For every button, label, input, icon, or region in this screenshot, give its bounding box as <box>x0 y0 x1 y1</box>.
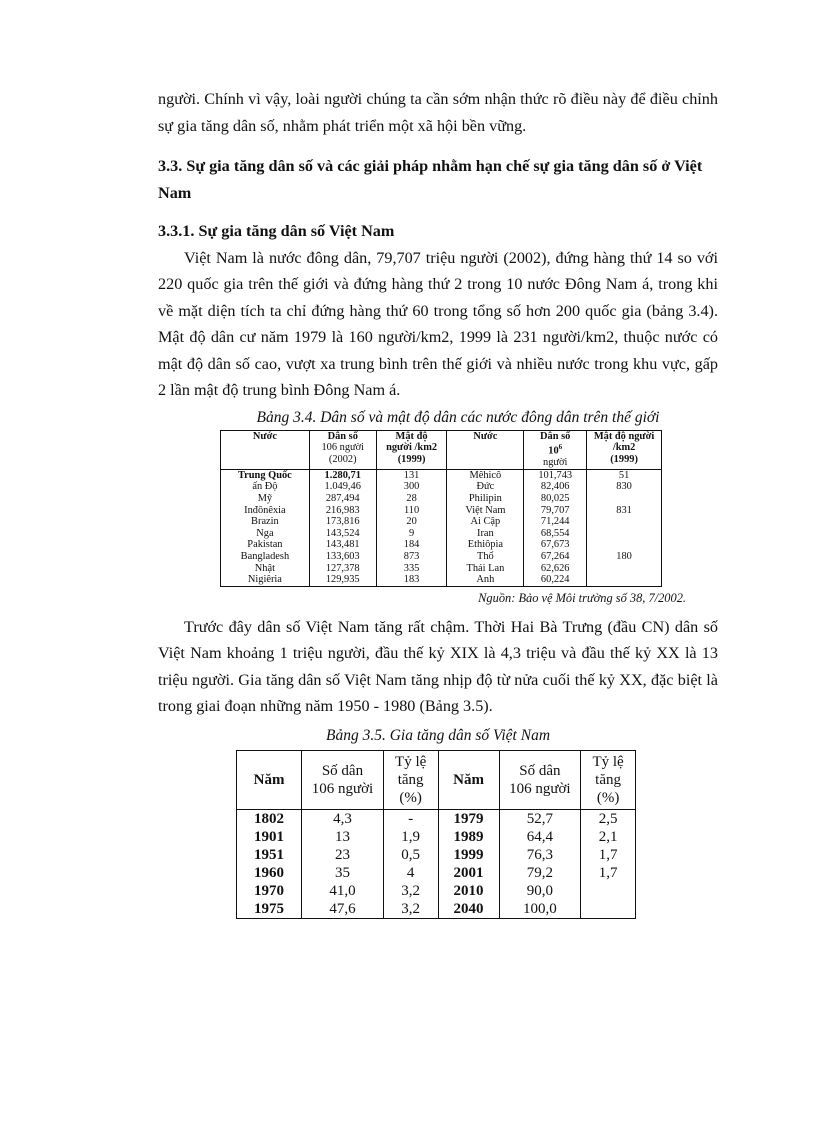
table-cell: 52,7 <box>499 809 581 828</box>
table-cell: 873 <box>376 551 447 563</box>
table1-row <box>221 469 662 481</box>
table-cell: Đức <box>447 481 524 493</box>
table-cell: Nhật <box>221 563 310 575</box>
table-cell: 80,025 <box>524 493 587 505</box>
table2-header-year-a: Năm <box>237 750 302 809</box>
table1-header-pop-a-line2: 106 người <box>321 442 365 454</box>
paragraph-population-history: Trước đây dân số Việt Nam tăng rất chậm. Thời Hai Bà Trưng (đầu CN) dân số Việt Nam khoảng 1 triệu người, đầu thế kỷ XIX là 4,3 triệu và đầu thế kỷ XX là 13 triệu người. Gia tăng dân số Việt Nam tăng nhịp độ từ nửa cuối thế kỷ XX, đặc biệt là trong giai đoạn những năm 1950 - 1980 (Bảng 3.5). <box>158 617 718 716</box>
table-cell: 143,524 <box>309 528 376 540</box>
table1-header-pop-b-base: 10 <box>548 445 559 457</box>
table-cell: 90,0 <box>499 882 581 900</box>
intro-paragraph: người. Chính vì vậy, loài người chúng ta cần sớm nhận thức rõ điều này để điều chỉnh sự gia tăng dân số, nhằm phát triển một xã hội bền vững. <box>158 90 718 135</box>
document-page <box>158 86 718 919</box>
table1-header-pop-b-line2 <box>526 442 584 457</box>
table-cell: Nigiêria <box>221 574 310 586</box>
table-cell: 13 <box>302 828 384 846</box>
table-cell: 68,554 <box>524 528 587 540</box>
table-cell: - <box>383 809 438 828</box>
table-cell: Inđônêxia <box>221 505 310 517</box>
table-cell <box>587 563 662 575</box>
table-cell: 1.280,71 <box>309 469 376 481</box>
table-cell: 143,481 <box>309 539 376 551</box>
table1-source: Nguồn: Bảo vệ Môi trường số 38, 7/2002. <box>478 590 686 605</box>
table-cell: Mêhicô <box>447 469 524 481</box>
table2-header-pop-a-line2: 106 người <box>311 780 374 797</box>
table-cell <box>587 516 662 528</box>
table-cell: 100,0 <box>499 900 581 919</box>
table-cell: 1960 <box>237 864 302 882</box>
table1-row <box>221 528 662 540</box>
table-cell: 287,494 <box>309 493 376 505</box>
table1-header-country-b <box>447 430 524 469</box>
table-cell: 129,935 <box>309 574 376 586</box>
table-cell: Iran <box>447 528 524 540</box>
table-cell: 67,264 <box>524 551 587 563</box>
table2-header-year-b: Năm <box>438 750 499 809</box>
table2-header-rate-a-line3: (%) <box>399 789 422 806</box>
table-cell: 1970 <box>237 882 302 900</box>
table2-header-rate-b <box>581 750 636 809</box>
table-cell: 335 <box>376 563 447 575</box>
table1-header-pop-b-line1: Dân số <box>540 430 571 442</box>
table1-header-pop-b-line3: người <box>543 457 568 469</box>
table-cell: 1975 <box>237 900 302 919</box>
table-cell: 41,0 <box>302 882 384 900</box>
table-cell: 79,707 <box>524 505 587 517</box>
table-cell: 1979 <box>438 809 499 828</box>
table-cell: 76,3 <box>499 846 581 864</box>
subsection-heading: 3.3.1. Sự gia tăng dân số Việt Nam <box>158 222 395 240</box>
table2-header-rate-a-line2: tăng <box>397 771 424 788</box>
table-cell: 131 <box>376 469 447 481</box>
table-cell: 830 <box>587 481 662 493</box>
table-cell <box>581 882 636 900</box>
table2-header-rate-a <box>383 750 438 809</box>
table1-header-density-b <box>587 430 662 469</box>
table-cell: 1951 <box>237 846 302 864</box>
table-cell: 184 <box>376 539 447 551</box>
table-cell: 1.049,46 <box>309 481 376 493</box>
table-cell: 1,7 <box>581 846 636 864</box>
table-cell: Brazin <box>221 516 310 528</box>
table-cell <box>587 539 662 551</box>
table1-row <box>221 551 662 563</box>
table-cell: 1989 <box>438 828 499 846</box>
table2-header-rate-b-line1: Tỷ lệ <box>592 753 624 770</box>
table1-header-den-a-line1: Mật độ <box>395 430 428 442</box>
table-cell: 60,224 <box>524 574 587 586</box>
table-cell: Mỹ <box>221 493 310 505</box>
table1-row <box>221 563 662 575</box>
table2-header-pop-a-line1: Số dân <box>321 762 364 779</box>
table-cell <box>587 493 662 505</box>
table-cell: Anh <box>447 574 524 586</box>
table-cell: 2001 <box>438 864 499 882</box>
table2-row <box>237 846 636 864</box>
table1-header-row <box>221 430 662 469</box>
table2-row <box>237 864 636 882</box>
table-cell: Nga <box>221 528 310 540</box>
table1-caption: Bảng 3.4. Dân số và mật độ dân các nước đông dân trên thế giới <box>256 408 660 426</box>
table-cell: 183 <box>376 574 447 586</box>
table-cell: ấn Độ <box>221 481 310 493</box>
table1-row <box>221 505 662 517</box>
table-cell: 216,983 <box>309 505 376 517</box>
table-cell <box>587 574 662 586</box>
table1-header-pop-b-exponent: 6 <box>558 443 563 452</box>
table-cell: 4,3 <box>302 809 384 828</box>
table2-caption: Bảng 3.5. Gia tăng dân số Việt Nam <box>325 726 551 744</box>
table2-row <box>237 809 636 828</box>
table-cell: 3,2 <box>383 882 438 900</box>
table-cell: 127,378 <box>309 563 376 575</box>
table-population-growth <box>236 750 636 919</box>
table-cell: Ethiôpia <box>447 539 524 551</box>
table-cell: 1901 <box>237 828 302 846</box>
table2-header-rate-a-line1: Tỷ lệ <box>395 753 427 770</box>
table-cell: 62,626 <box>524 563 587 575</box>
table-cell: 2040 <box>438 900 499 919</box>
table-cell: Pakistan <box>221 539 310 551</box>
table-cell: 133,603 <box>309 551 376 563</box>
table-cell: 2010 <box>438 882 499 900</box>
table-cell: 1,9 <box>383 828 438 846</box>
table-cell: 79,2 <box>499 864 581 882</box>
table-cell: Thái Lan <box>447 563 524 575</box>
table-cell: 51 <box>587 469 662 481</box>
table-cell: Thổ <box>447 551 524 563</box>
table-cell: 1802 <box>237 809 302 828</box>
table-population-density <box>220 430 662 587</box>
table-cell: 47,6 <box>302 900 384 919</box>
table-cell: 23 <box>302 846 384 864</box>
table-cell: 110 <box>376 505 447 517</box>
table-cell: 1,7 <box>581 864 636 882</box>
table1-row <box>221 481 662 493</box>
table1-header-den-a-line3: (1999) <box>397 453 426 465</box>
table2-header-rate-b-line3: (%) <box>596 789 620 806</box>
table-cell: 9 <box>376 528 447 540</box>
table-cell: 180 <box>587 551 662 563</box>
table-cell: 67,673 <box>524 539 587 551</box>
table1-header-density-a <box>376 430 447 469</box>
table-cell: 71,244 <box>524 516 587 528</box>
table2-header-pop-b-line2: 106 người <box>509 780 571 797</box>
table-cell <box>587 528 662 540</box>
table1-header-den-a-line2: người /km2 <box>386 442 438 454</box>
table1-header-country-b-label: Nước <box>473 430 498 442</box>
table2-header-population-b <box>499 750 581 809</box>
table1-row <box>221 539 662 551</box>
table-cell: Philipin <box>447 493 524 505</box>
table1-header-population-a <box>309 430 376 469</box>
table-cell: Ai Cập <box>447 516 524 528</box>
table-cell: 64,4 <box>499 828 581 846</box>
table-cell: 2,5 <box>581 809 636 828</box>
table-cell: 82,406 <box>524 481 587 493</box>
table-cell: 3,2 <box>383 900 438 919</box>
table2-header-pop-b-line1: Số dân <box>519 762 561 779</box>
table1-header-pop-a-line1: Dân số <box>327 430 358 442</box>
table1-header-country-a <box>221 430 310 469</box>
table-cell: 28 <box>376 493 447 505</box>
table1-header-den-b-line1: Mật độ người <box>593 430 655 442</box>
table-cell: 101,743 <box>524 469 587 481</box>
table1-header-den-b-line2: /km2 <box>612 442 636 454</box>
table1-row <box>221 493 662 505</box>
table2-row <box>237 828 636 846</box>
table2-row <box>237 900 636 919</box>
table2-header-population-a <box>302 750 384 809</box>
table1-row <box>221 516 662 528</box>
section-heading: 3.3. Sự gia tăng dân số và các giải pháp nhằm hạn chế sự gia tăng dân số ở Việt Nam <box>158 157 703 202</box>
table2-header-row <box>237 750 636 809</box>
table-cell <box>581 900 636 919</box>
table1-header-population-b <box>524 430 587 469</box>
table1-row <box>221 574 662 586</box>
table1-header-pop-a-line3: (2002) <box>328 453 357 465</box>
table1-header-den-b-line3: (1999) <box>610 453 638 465</box>
table-cell: 831 <box>587 505 662 517</box>
table-cell: 20 <box>376 516 447 528</box>
table-cell: Việt Nam <box>447 505 524 517</box>
table-cell: 1999 <box>438 846 499 864</box>
table-cell: 4 <box>383 864 438 882</box>
table1-header-country-a-label: Nước <box>252 430 277 442</box>
table2-row <box>237 882 636 900</box>
table-cell: Bangladesh <box>221 551 310 563</box>
paragraph-population-overview: Việt Nam là nước đông dân, 79,707 triệu người (2002), đứng hàng thứ 14 so với 220 quốc gia trên thế giới và đứng hàng thứ 2 trong 10 nước Đông Nam á, trong khi về mặt diện tích ta chỉ đứng hàng thứ 60 trong tổng số hơn 200 quốc gia (bảng 3.4). Mật độ dân cư năm 1979 là 160 người/km2, 1999 là 231 người/km2, thuộc nước có mật độ dân số cao, vượt xa trung bình trên thế giới và nhiều nước trong khu vực, gấp 2 lần mật độ trung bình Đông Nam á. <box>158 248 718 399</box>
table-cell: 35 <box>302 864 384 882</box>
table-cell: 0,5 <box>383 846 438 864</box>
table-cell: 173,816 <box>309 516 376 528</box>
table-cell: 300 <box>376 481 447 493</box>
table2-header-rate-b-line2: tăng <box>595 771 621 788</box>
table-cell: 2,1 <box>581 828 636 846</box>
table-cell: Trung Quốc <box>221 469 310 481</box>
